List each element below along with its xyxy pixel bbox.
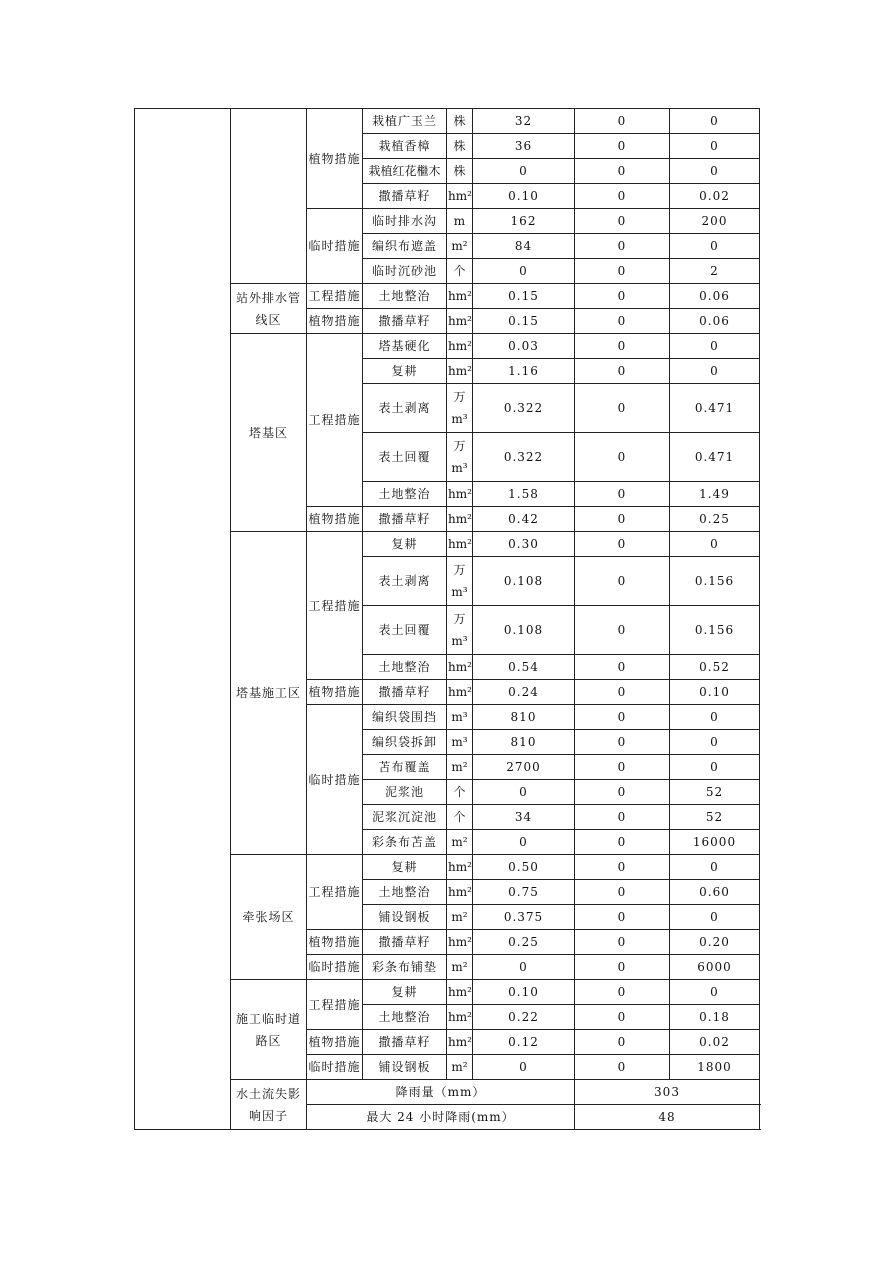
value-cell: 0 [575, 805, 670, 830]
value-cell: 0.06 [670, 284, 760, 309]
value-cell: 0 [575, 359, 670, 384]
measure-cell: 复耕 [363, 980, 447, 1005]
measure-cell: 撒播草籽 [363, 507, 447, 532]
measure-cell: 撒播草籽 [363, 930, 447, 955]
zone-cell-blank [231, 109, 307, 284]
rain-label-cell: 降雨量（mm） [307, 1080, 575, 1105]
value-cell: 0.10 [473, 184, 575, 209]
measure-cell: 临时沉砂池 [363, 259, 447, 284]
value-cell: 0 [575, 980, 670, 1005]
unit-cell: hm² [447, 482, 473, 507]
value-cell: 34 [473, 805, 575, 830]
value-cell: 0.15 [473, 309, 575, 334]
measures-table [134, 108, 760, 1130]
value-cell: 0.322 [473, 384, 575, 433]
value-cell: 0 [473, 259, 575, 284]
measure-cell: 复耕 [363, 359, 447, 384]
value-cell: 0 [575, 855, 670, 880]
group-cell: 植物措施 [307, 930, 363, 955]
value-cell: 0.02 [670, 1030, 760, 1055]
value-cell: 0.54 [473, 655, 575, 680]
unit-cell: 万m³ [447, 557, 473, 606]
table-row [135, 109, 760, 134]
value-cell: 0.75 [473, 880, 575, 905]
measure-cell: 复耕 [363, 855, 447, 880]
value-cell: 0 [575, 184, 670, 209]
unit-cell: hm² [447, 309, 473, 334]
value-cell: 0.10 [670, 680, 760, 705]
unit-cell: hm² [447, 507, 473, 532]
group-cell: 植物措施 [307, 309, 363, 334]
max24-value-cell: 48 [575, 1105, 760, 1130]
value-cell: 0.25 [473, 930, 575, 955]
value-cell: 36 [473, 134, 575, 159]
measure-cell: 撒播草籽 [363, 1030, 447, 1055]
unit-cell: hm² [447, 680, 473, 705]
measure-cell: 泥浆池 [363, 780, 447, 805]
unit-cell: 万m³ [447, 384, 473, 433]
measure-cell: 土地整治 [363, 655, 447, 680]
measure-cell: 土地整治 [363, 482, 447, 507]
measure-cell: 表土回覆 [363, 433, 447, 482]
value-cell: 52 [670, 805, 760, 830]
unit-cell: 万m³ [447, 433, 473, 482]
value-cell: 0 [575, 134, 670, 159]
value-cell: 0.322 [473, 433, 575, 482]
measure-cell: 编织袋围挡 [363, 705, 447, 730]
measure-cell: 栽植红花檵木 [363, 159, 447, 184]
value-cell: 0 [575, 234, 670, 259]
unit-cell: m² [447, 955, 473, 980]
value-cell: 0.22 [473, 1005, 575, 1030]
value-cell: 0.42 [473, 507, 575, 532]
value-cell: 0 [575, 680, 670, 705]
unit-cell: 株 [447, 109, 473, 134]
value-cell: 1.49 [670, 482, 760, 507]
value-cell: 0.375 [473, 905, 575, 930]
zone-cell: 塔基施工区 [231, 532, 307, 855]
unit-cell: m [447, 209, 473, 234]
value-cell: 0 [670, 980, 760, 1005]
unit-cell: m² [447, 1055, 473, 1080]
group-cell: 植物措施 [307, 1030, 363, 1055]
value-cell: 0.25 [670, 507, 760, 532]
value-cell: 0 [575, 109, 670, 134]
measure-cell: 栽植广玉兰 [363, 109, 447, 134]
value-cell: 0 [575, 730, 670, 755]
value-cell: 0.50 [473, 855, 575, 880]
unit-cell: hm² [447, 334, 473, 359]
unit-cell: hm² [447, 930, 473, 955]
value-cell: 2 [670, 259, 760, 284]
measure-cell: 彩条布铺垫 [363, 955, 447, 980]
unit-cell: hm² [447, 284, 473, 309]
value-cell: 0.108 [473, 606, 575, 655]
unit-cell: m³ [447, 730, 473, 755]
unit-cell: hm² [447, 855, 473, 880]
value-cell: 1800 [670, 1055, 760, 1080]
value-cell: 0 [575, 1005, 670, 1030]
value-cell: 0.20 [670, 930, 760, 955]
unit-cell: hm² [447, 1005, 473, 1030]
value-cell: 0 [575, 905, 670, 930]
value-cell: 0 [575, 755, 670, 780]
measure-cell: 撒播草籽 [363, 184, 447, 209]
measure-cell: 撒播草籽 [363, 309, 447, 334]
max24-label-cell: 最大 24 小时降雨(mm） [307, 1105, 575, 1130]
value-cell: 0.10 [473, 980, 575, 1005]
measure-cell: 栽植香樟 [363, 134, 447, 159]
unit-cell: m² [447, 234, 473, 259]
value-cell: 0.108 [473, 557, 575, 606]
factors-label-cell: 水土流失影响因子 [231, 1080, 307, 1130]
unit-cell: 个 [447, 780, 473, 805]
measure-cell: 撒播草籽 [363, 680, 447, 705]
value-cell: 0.06 [670, 309, 760, 334]
unit-cell: m² [447, 905, 473, 930]
zone-cell: 施工临时道路区 [231, 980, 307, 1080]
value-cell: 0 [575, 705, 670, 730]
group-cell: 临时措施 [307, 705, 363, 855]
unit-cell: 个 [447, 259, 473, 284]
value-cell: 0 [575, 655, 670, 680]
value-cell: 0.156 [670, 557, 760, 606]
value-cell: 0 [473, 1055, 575, 1080]
group-cell: 工程措施 [307, 532, 363, 680]
measure-cell: 塔基硬化 [363, 334, 447, 359]
value-cell: 0.156 [670, 606, 760, 655]
value-cell: 0 [575, 780, 670, 805]
measure-cell: 土地整治 [363, 284, 447, 309]
group-cell: 植物措施 [307, 507, 363, 532]
value-cell: 0.471 [670, 433, 760, 482]
value-cell: 0 [575, 532, 670, 557]
value-cell: 0 [575, 1030, 670, 1055]
unit-cell: m³ [447, 705, 473, 730]
unit-cell: hm² [447, 184, 473, 209]
value-cell: 0.03 [473, 334, 575, 359]
measure-cell: 铺设钢板 [363, 905, 447, 930]
value-cell: 0 [575, 557, 670, 606]
group-cell: 临时措施 [307, 955, 363, 980]
value-cell: 32 [473, 109, 575, 134]
value-cell: 810 [473, 705, 575, 730]
value-cell: 0 [670, 359, 760, 384]
value-cell: 0 [575, 159, 670, 184]
value-cell: 0 [670, 532, 760, 557]
unit-cell: 株 [447, 134, 473, 159]
value-cell: 0.471 [670, 384, 760, 433]
group-cell: 临时措施 [307, 1055, 363, 1080]
group-cell: 植物措施 [307, 109, 363, 209]
value-cell: 16000 [670, 830, 760, 855]
value-cell: 0.15 [473, 284, 575, 309]
measure-cell: 土地整治 [363, 1005, 447, 1030]
unit-cell: hm² [447, 1030, 473, 1055]
value-cell: 52 [670, 780, 760, 805]
blank-category-cell [135, 109, 231, 1130]
value-cell: 200 [670, 209, 760, 234]
zone-cell: 站外排水管线区 [231, 284, 307, 334]
value-cell: 1.16 [473, 359, 575, 384]
value-cell: 0.60 [670, 880, 760, 905]
zone-cell: 塔基区 [231, 334, 307, 532]
group-cell: 植物措施 [307, 680, 363, 705]
value-cell: 0.30 [473, 532, 575, 557]
unit-cell: hm² [447, 532, 473, 557]
value-cell: 0 [670, 905, 760, 930]
value-cell: 0 [575, 384, 670, 433]
value-cell: 0 [575, 309, 670, 334]
group-cell: 临时措施 [307, 209, 363, 284]
value-cell: 0 [575, 334, 670, 359]
value-cell: 0 [575, 930, 670, 955]
measure-cell: 编织布遮盖 [363, 234, 447, 259]
measure-cell: 临时排水沟 [363, 209, 447, 234]
measure-cell: 表土剥离 [363, 384, 447, 433]
measure-cell: 表土回覆 [363, 606, 447, 655]
value-cell: 0.02 [670, 184, 760, 209]
value-cell: 162 [473, 209, 575, 234]
value-cell: 0 [575, 1055, 670, 1080]
value-cell: 0 [575, 880, 670, 905]
value-cell: 84 [473, 234, 575, 259]
measure-cell: 泥浆沉淀池 [363, 805, 447, 830]
unit-cell: 万m³ [447, 606, 473, 655]
unit-cell: 个 [447, 805, 473, 830]
rain-value-cell: 303 [575, 1080, 760, 1105]
value-cell: 0.18 [670, 1005, 760, 1030]
group-cell: 工程措施 [307, 334, 363, 507]
value-cell: 2700 [473, 755, 575, 780]
value-cell: 0 [575, 284, 670, 309]
value-cell: 0 [575, 259, 670, 284]
value-cell: 0 [670, 134, 760, 159]
value-cell: 0.52 [670, 655, 760, 680]
unit-cell: hm² [447, 880, 473, 905]
measure-cell: 铺设钢板 [363, 1055, 447, 1080]
value-cell: 0 [575, 433, 670, 482]
unit-cell: hm² [447, 655, 473, 680]
unit-cell: hm² [447, 980, 473, 1005]
unit-cell: hm² [447, 359, 473, 384]
value-cell: 0 [473, 780, 575, 805]
value-cell: 6000 [670, 955, 760, 980]
value-cell: 810 [473, 730, 575, 755]
value-cell: 0 [670, 234, 760, 259]
value-cell: 0.12 [473, 1030, 575, 1055]
value-cell: 0 [670, 159, 760, 184]
value-cell: 0 [473, 830, 575, 855]
value-cell: 1.58 [473, 482, 575, 507]
value-cell: 0 [670, 730, 760, 755]
measure-cell: 复耕 [363, 532, 447, 557]
value-cell: 0 [575, 955, 670, 980]
unit-cell: m² [447, 755, 473, 780]
measure-cell: 编织袋拆卸 [363, 730, 447, 755]
unit-cell: m² [447, 830, 473, 855]
value-cell: 0 [473, 159, 575, 184]
value-cell: 0 [575, 209, 670, 234]
value-cell: 0 [670, 334, 760, 359]
value-cell: 0 [575, 830, 670, 855]
group-cell: 工程措施 [307, 855, 363, 930]
value-cell: 0 [670, 755, 760, 780]
value-cell: 0.24 [473, 680, 575, 705]
measure-cell: 表土剥离 [363, 557, 447, 606]
value-cell: 0 [575, 482, 670, 507]
value-cell: 0 [575, 606, 670, 655]
value-cell: 0 [670, 855, 760, 880]
value-cell: 0 [575, 507, 670, 532]
value-cell: 0 [670, 109, 760, 134]
measure-cell: 彩条布苫盖 [363, 830, 447, 855]
value-cell: 0 [473, 955, 575, 980]
zone-cell: 牵张场区 [231, 855, 307, 980]
group-cell: 工程措施 [307, 980, 363, 1030]
unit-cell: 株 [447, 159, 473, 184]
group-cell: 工程措施 [307, 284, 363, 309]
value-cell: 0 [670, 705, 760, 730]
measure-cell: 土地整治 [363, 880, 447, 905]
measure-cell: 苫布覆盖 [363, 755, 447, 780]
